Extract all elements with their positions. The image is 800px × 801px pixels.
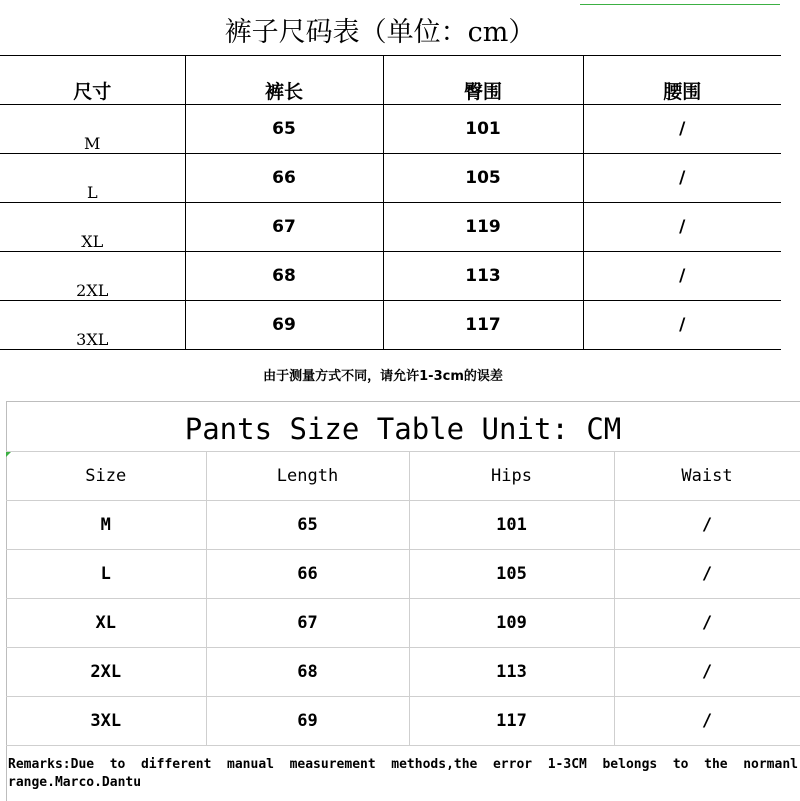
en-size-table xyxy=(6,451,800,746)
en-header-row xyxy=(6,452,800,501)
cn-cell-hips: 101 xyxy=(383,105,583,154)
cn-cell-size: M xyxy=(0,105,185,154)
en-cell-waist: / xyxy=(614,648,800,697)
table-row xyxy=(6,501,800,550)
cn-cell-length: 66 xyxy=(185,154,383,203)
cn-cell-length: 65 xyxy=(185,105,383,154)
en-cell-hips: 105 xyxy=(409,550,614,599)
en-cell-size: 3XL xyxy=(6,697,206,746)
cn-cell-waist: / xyxy=(583,203,781,252)
en-cell-size: M xyxy=(6,501,206,550)
cn-cell-size: 2XL xyxy=(0,252,185,301)
en-cell-waist: / xyxy=(614,550,800,599)
en-cell-waist: / xyxy=(614,599,800,648)
table-row xyxy=(6,697,800,746)
en-header-length: Length xyxy=(206,452,409,501)
en-cell-waist: / xyxy=(614,697,800,746)
cn-cell-waist: / xyxy=(583,301,781,350)
cn-cell-size: XL xyxy=(0,203,185,252)
cn-cell-waist: / xyxy=(583,252,781,301)
en-table-title: Pants Size Table Unit: CM xyxy=(184,412,622,446)
decorative-accent-line xyxy=(580,4,780,5)
cn-cell-hips: 105 xyxy=(383,154,583,203)
en-cell-length: 65 xyxy=(206,501,409,550)
en-cell-size: 2XL xyxy=(6,648,206,697)
en-cell-length: 66 xyxy=(206,550,409,599)
en-cell-length: 69 xyxy=(206,697,409,746)
cn-table-title: 裤子尺码表（单位：cm） xyxy=(224,17,536,48)
cn-cell-waist: / xyxy=(583,105,781,154)
en-header-waist: Waist xyxy=(614,452,800,501)
table-row xyxy=(6,599,800,648)
table-row xyxy=(0,105,781,154)
cn-measurement-note: 由于测量方式不同，请允许1-3cm的误差 xyxy=(263,369,503,384)
cn-header-length: 裤长 xyxy=(185,56,383,105)
en-cell-size: XL xyxy=(6,599,206,648)
cn-cell-hips: 117 xyxy=(383,301,583,350)
table-row xyxy=(6,648,800,697)
table-row xyxy=(6,550,800,599)
cn-cell-waist: / xyxy=(583,154,781,203)
cn-header-size: 尺寸 xyxy=(0,56,185,105)
cn-cell-size: 3XL xyxy=(0,301,185,350)
cn-cell-hips: 113 xyxy=(383,252,583,301)
en-cell-length: 68 xyxy=(206,648,409,697)
cn-header-hips: 臀围 xyxy=(383,56,583,105)
table-row xyxy=(0,154,781,203)
cn-cell-length: 68 xyxy=(185,252,383,301)
table-row xyxy=(0,252,781,301)
cn-cell-length: 67 xyxy=(185,203,383,252)
en-cell-size: L xyxy=(6,550,206,599)
en-cell-hips: 101 xyxy=(409,501,614,550)
en-cell-waist: / xyxy=(614,501,800,550)
en-cell-length: 67 xyxy=(206,599,409,648)
table-row xyxy=(0,301,781,350)
cn-cell-hips: 119 xyxy=(383,203,583,252)
en-cell-hips: 117 xyxy=(409,697,614,746)
en-header-hips: Hips xyxy=(409,452,614,501)
cn-header-row xyxy=(0,56,781,105)
en-cell-hips: 109 xyxy=(409,599,614,648)
en-cell-hips: 113 xyxy=(409,648,614,697)
en-remarks-text: Remarks:Due to different manual measurement methods,the error 1-3CM belongs to the normanl range.Marco.Dantu xyxy=(8,757,798,790)
cn-size-table xyxy=(0,55,781,350)
cn-header-waist: 腰围 xyxy=(583,56,781,105)
cn-cell-size: L xyxy=(0,154,185,203)
table-row xyxy=(0,203,781,252)
cn-cell-length: 69 xyxy=(185,301,383,350)
en-header-size: Size xyxy=(6,452,206,501)
